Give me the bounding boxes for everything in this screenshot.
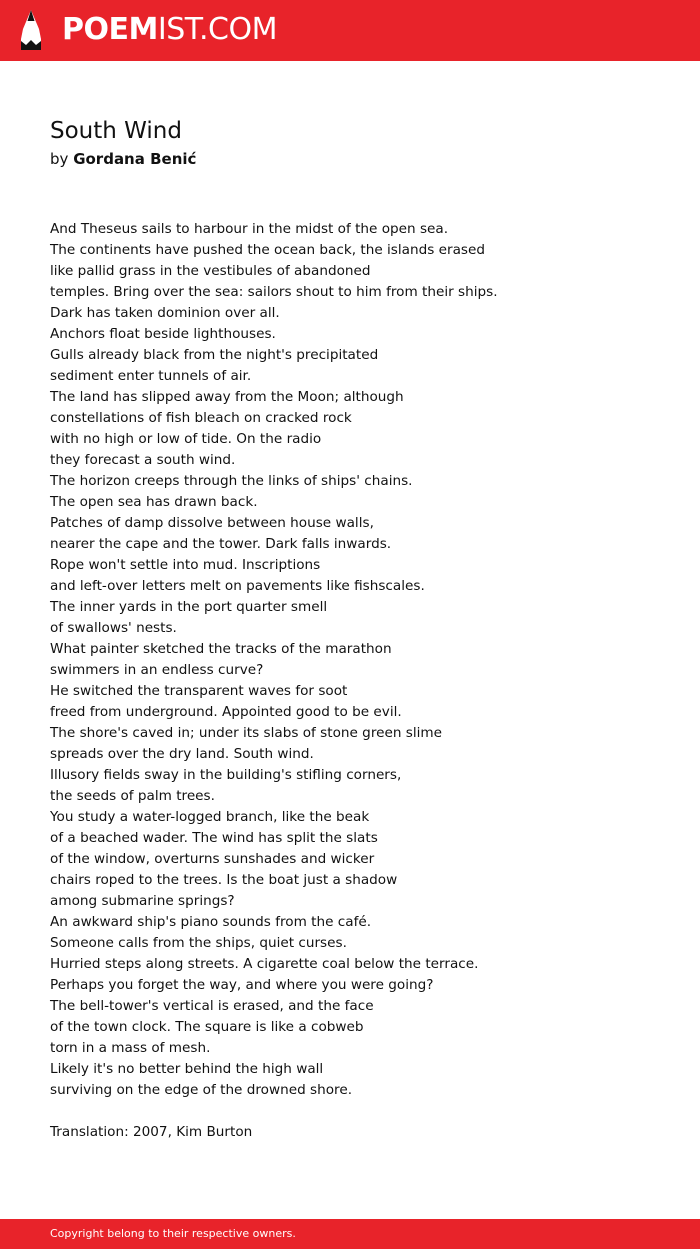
logo-bold-text: POEM [62,12,158,47]
poem-line: the seeds of palm trees. [50,788,215,804]
poem-line: of the window, overturns sunshades and wicker [50,851,375,867]
logo-light-text: IST.COM [157,12,277,47]
poem-line: Hurried steps along streets. A cigarette coal below the terrace. [50,956,479,972]
poem-body [50,219,670,1101]
poem-line: Dark has taken dominion over all. [50,305,280,321]
byline [50,148,196,170]
poem-line: Rope won't settle into mud. Inscriptions [50,557,321,573]
poem-line: Patches of damp dissolve between house walls, [50,515,374,531]
poem-line: sediment enter tunnels of air. [50,368,252,384]
author-name: Gordana Benić [73,150,197,168]
poem-line: The continents have pushed the ocean back, the islands erased [50,242,485,258]
poem-line: You study a water-logged branch, like the beak [50,809,370,825]
poem-line: What painter sketched the tracks of the marathon [50,641,392,657]
poem-line: And Theseus sails to harbour in the midst of the open sea. [50,221,449,237]
poem-line: they forecast a south wind. [50,452,236,468]
poem-line: constellations of fish bleach on cracked rock [50,410,352,426]
poem-line: He switched the transparent waves for soot [50,683,348,699]
poem-line: The bell-tower's vertical is erased, and the face [50,998,374,1014]
poem-line: spreads over the dry land. South wind. [50,746,314,762]
poem-line: swimmers in an endless curve? [50,662,264,678]
site-logo[interactable] [62,12,277,48]
by-label: by [50,150,69,168]
poem-line: Illusory fields sway in the building's stifling corners, [50,767,402,783]
translation-credit: Translation: 2007, Kim Burton [50,1124,253,1140]
poem-line: nearer the cape and the tower. Dark falls inwards. [50,536,392,552]
poem-line: Likely it's no better behind the high wall [50,1061,324,1077]
poem-line: Gulls already black from the night's precipitated [50,347,379,363]
poem-line: of swallows' nests. [50,620,177,636]
poem-line: freed from underground. Appointed good to be evil. [50,704,402,720]
poem-line: Perhaps you forget the way, and where you were going? [50,977,434,993]
poem-line: chairs roped to the trees. Is the boat just a shadow [50,872,398,888]
pencil-tip-icon[interactable] [18,9,44,51]
poem-line: surviving on the edge of the drowned shore. [50,1082,353,1098]
poem-line: among submarine springs? [50,893,235,909]
poem-line: and left-over letters melt on pavements like fishscales. [50,578,425,594]
poem-line: The shore's caved in; under its slabs of stone green slime [50,725,443,741]
poem-line: Anchors float beside lighthouses. [50,326,276,342]
site-header [0,0,700,61]
poem-line: temples. Bring over the sea: sailors shout to him from their ships. [50,284,498,300]
poem-line: The inner yards in the port quarter smell [50,599,328,615]
poem-line: The horizon creeps through the links of ships' chains. [50,473,413,489]
poem-line: Someone calls from the ships, quiet curses. [50,935,347,951]
poem-line: The open sea has drawn back. [50,494,258,510]
poem-line: of a beached wader. The wind has split the slats [50,830,378,846]
site-footer [0,1219,700,1249]
poem-title: South Wind [50,118,182,144]
poem-line: An awkward ship's piano sounds from the café. [50,914,372,930]
poem-line: The land has slipped away from the Moon; although [50,389,404,405]
poem-line: with no high or low of tide. On the radio [50,431,322,447]
poem-line: of the town clock. The square is like a cobweb [50,1019,364,1035]
copyright-notice: Copyright belong to their respective owners. [50,1227,296,1240]
poem-line: torn in a mass of mesh. [50,1040,211,1056]
poem-line: like pallid grass in the vestibules of abandoned [50,263,371,279]
